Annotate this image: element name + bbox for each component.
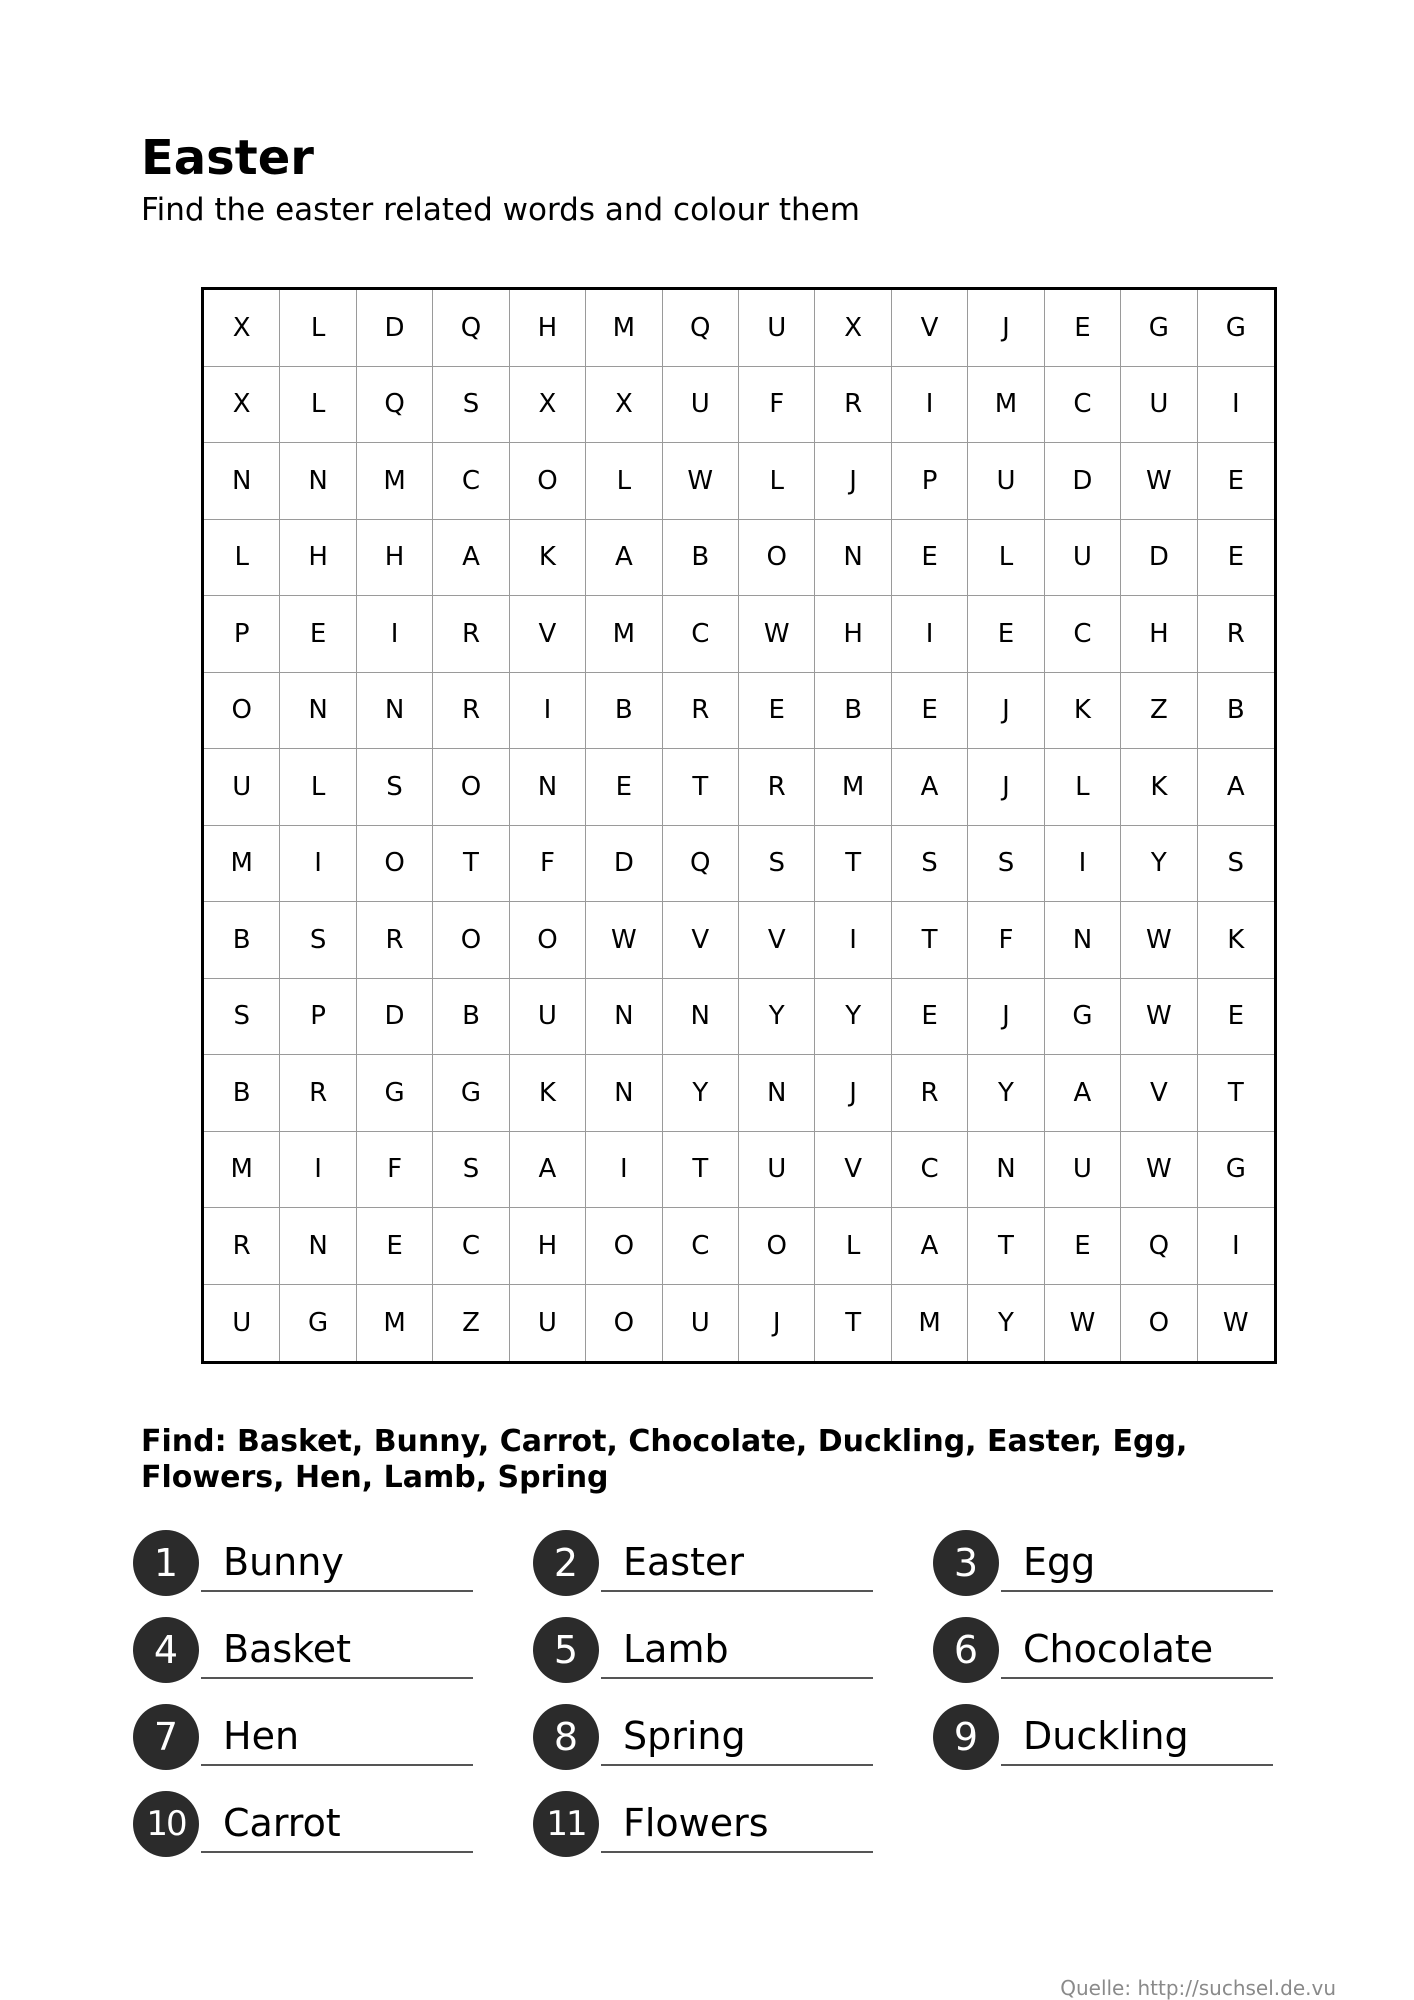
answer-item <box>533 1704 873 1770</box>
grid-cell[interactable]: R <box>204 1208 280 1285</box>
grid-cell[interactable]: J <box>739 1285 815 1362</box>
answer-number-badge: 7 <box>133 1704 199 1770</box>
grid-cell[interactable]: E <box>968 596 1044 673</box>
answer-word: Spring <box>623 1714 746 1758</box>
grid-cell[interactable]: T <box>815 826 891 903</box>
grid-cell[interactable]: S <box>357 749 433 826</box>
grid-cell[interactable]: K <box>510 1055 586 1132</box>
grid-cell[interactable]: L <box>1045 749 1121 826</box>
grid-cell[interactable]: R <box>280 1055 356 1132</box>
grid-cell[interactable]: O <box>510 443 586 520</box>
grid-cell[interactable]: S <box>1198 826 1274 903</box>
grid-cell[interactable]: E <box>1198 979 1274 1056</box>
grid-cell[interactable]: R <box>433 673 509 750</box>
grid-cell[interactable]: B <box>586 673 662 750</box>
grid-cell[interactable]: N <box>586 979 662 1056</box>
grid-cell[interactable]: A <box>510 1132 586 1209</box>
grid-cell[interactable]: P <box>892 443 968 520</box>
answer-item <box>133 1617 473 1683</box>
grid-cell[interactable]: M <box>204 826 280 903</box>
grid-cell[interactable]: O <box>739 520 815 597</box>
grid-cell[interactable]: E <box>1198 443 1274 520</box>
grid-cell[interactable]: H <box>357 520 433 597</box>
grid-cell[interactable]: K <box>1045 673 1121 750</box>
grid-cell[interactable]: U <box>1121 367 1197 444</box>
grid-cell[interactable]: O <box>204 673 280 750</box>
grid-cell[interactable]: V <box>510 596 586 673</box>
grid-cell[interactable]: S <box>280 902 356 979</box>
grid-cell[interactable]: M <box>892 1285 968 1362</box>
grid-cell[interactable]: Q <box>663 826 739 903</box>
grid-cell[interactable]: W <box>1121 443 1197 520</box>
grid-cell[interactable]: T <box>663 749 739 826</box>
grid-cell[interactable]: X <box>204 367 280 444</box>
grid-cell[interactable]: E <box>1198 520 1274 597</box>
grid-cell[interactable]: Y <box>968 1055 1044 1132</box>
grid-cell[interactable]: C <box>663 1208 739 1285</box>
grid-cell[interactable]: U <box>1045 1132 1121 1209</box>
grid-cell[interactable]: V <box>739 902 815 979</box>
grid-cell[interactable]: U <box>204 749 280 826</box>
grid-cell[interactable]: A <box>892 749 968 826</box>
answer-word: Bunny <box>223 1540 344 1584</box>
grid-cell[interactable]: R <box>815 367 891 444</box>
grid-cell[interactable]: E <box>280 596 356 673</box>
grid-cell[interactable]: I <box>357 596 433 673</box>
grid-cell[interactable]: I <box>1198 1208 1274 1285</box>
grid-cell[interactable]: I <box>892 596 968 673</box>
grid-cell[interactable]: T <box>815 1285 891 1362</box>
answer-number-badge: 11 <box>533 1791 599 1857</box>
grid-cell[interactable]: E <box>892 520 968 597</box>
grid-cell[interactable]: U <box>739 290 815 367</box>
grid-cell[interactable]: X <box>586 367 662 444</box>
answer-number-badge: 3 <box>933 1530 999 1596</box>
answer-number-badge: 8 <box>533 1704 599 1770</box>
grid-cell[interactable]: O <box>357 826 433 903</box>
grid-cell[interactable]: S <box>433 367 509 444</box>
grid-cell[interactable]: I <box>815 902 891 979</box>
grid-cell[interactable]: D <box>586 826 662 903</box>
grid-cell[interactable]: B <box>815 673 891 750</box>
grid-cell[interactable]: O <box>510 902 586 979</box>
grid-cell[interactable]: G <box>1121 290 1197 367</box>
grid-cell[interactable]: O <box>586 1285 662 1362</box>
answer-item <box>933 1704 1273 1770</box>
grid-cell[interactable]: M <box>357 1285 433 1362</box>
answer-item <box>533 1617 873 1683</box>
grid-cell[interactable]: N <box>1045 902 1121 979</box>
grid-cell[interactable]: G <box>1198 1132 1274 1209</box>
grid-cell[interactable]: T <box>968 1208 1044 1285</box>
grid-cell[interactable]: A <box>892 1208 968 1285</box>
grid-cell[interactable]: N <box>586 1055 662 1132</box>
grid-cell[interactable]: B <box>204 902 280 979</box>
grid-cell[interactable]: Y <box>968 1285 1044 1362</box>
grid-cell[interactable]: K <box>1198 902 1274 979</box>
grid-cell[interactable]: U <box>663 1285 739 1362</box>
grid-cell[interactable]: W <box>586 902 662 979</box>
answer-number-badge: 5 <box>533 1617 599 1683</box>
word-list: Find: Basket, Bunny, Carrot, Chocolate, Duckling, Easter, Egg, Flowers, Hen, Lamb, Spring <box>141 1424 1188 1495</box>
grid-cell[interactable]: F <box>739 367 815 444</box>
grid-cell[interactable]: E <box>357 1208 433 1285</box>
grid-cell[interactable]: L <box>280 749 356 826</box>
grid-cell[interactable]: T <box>1198 1055 1274 1132</box>
answer-word: Egg <box>1023 1540 1096 1584</box>
grid-cell[interactable]: P <box>280 979 356 1056</box>
grid-cell[interactable]: J <box>968 290 1044 367</box>
grid-cell[interactable]: H <box>815 596 891 673</box>
answer-word: Duckling <box>1023 1714 1189 1758</box>
grid-cell[interactable]: L <box>739 443 815 520</box>
answer-item <box>933 1617 1273 1683</box>
grid-cell[interactable]: F <box>357 1132 433 1209</box>
grid-cell[interactable]: D <box>1121 520 1197 597</box>
grid-cell[interactable]: G <box>1198 290 1274 367</box>
grid-cell[interactable]: B <box>1198 673 1274 750</box>
grid-cell[interactable]: E <box>892 673 968 750</box>
grid-cell[interactable]: M <box>357 443 433 520</box>
grid-cell[interactable]: R <box>357 902 433 979</box>
grid-cell[interactable]: L <box>204 520 280 597</box>
grid-cell[interactable]: M <box>586 290 662 367</box>
grid-cell[interactable]: U <box>968 443 1044 520</box>
grid-cell[interactable]: Q <box>663 290 739 367</box>
grid-cell[interactable]: W <box>1121 979 1197 1056</box>
grid-cell[interactable]: U <box>739 1132 815 1209</box>
answer-number-badge: 9 <box>933 1704 999 1770</box>
grid-cell[interactable]: T <box>433 826 509 903</box>
grid-cell[interactable]: C <box>892 1132 968 1209</box>
grid-cell[interactable]: I <box>892 367 968 444</box>
grid-cell[interactable]: U <box>510 979 586 1056</box>
answer-word: Flowers <box>623 1801 769 1845</box>
grid-cell[interactable]: N <box>357 673 433 750</box>
answer-number-badge: 4 <box>133 1617 199 1683</box>
grid-cell[interactable]: T <box>663 1132 739 1209</box>
grid-cell[interactable]: R <box>663 673 739 750</box>
grid-cell[interactable]: W <box>663 443 739 520</box>
answer-item <box>533 1791 873 1857</box>
answer-list <box>133 1530 1283 1870</box>
grid-cell[interactable]: R <box>739 749 815 826</box>
grid-cell[interactable]: L <box>815 1208 891 1285</box>
answer-word: Lamb <box>623 1627 729 1671</box>
grid-cell[interactable]: S <box>204 979 280 1056</box>
grid-cell[interactable]: R <box>892 1055 968 1132</box>
grid-cell[interactable]: W <box>1121 902 1197 979</box>
grid-cell[interactable]: M <box>815 749 891 826</box>
grid-cell[interactable]: R <box>433 596 509 673</box>
grid-cell[interactable]: H <box>280 520 356 597</box>
grid-cell[interactable]: Y <box>1121 826 1197 903</box>
grid-cell[interactable]: C <box>433 1208 509 1285</box>
grid-cell[interactable]: L <box>968 520 1044 597</box>
grid-cell[interactable]: U <box>510 1285 586 1362</box>
page-title: Easter <box>141 130 314 186</box>
grid-cell[interactable]: M <box>968 367 1044 444</box>
grid-cell[interactable]: J <box>968 673 1044 750</box>
grid-cell[interactable]: W <box>1222 1307 1249 1338</box>
grid-cell[interactable]: B <box>433 979 509 1056</box>
grid-cell[interactable]: V <box>663 902 739 979</box>
grid-cell[interactable]: Z <box>1121 673 1197 750</box>
grid-cell[interactable]: E <box>1045 1208 1121 1285</box>
answer-word: Chocolate <box>1023 1627 1214 1671</box>
grid-cell[interactable]: V <box>892 290 968 367</box>
grid-cell[interactable]: O <box>739 1208 815 1285</box>
grid-cell[interactable]: C <box>1045 367 1121 444</box>
grid-cell[interactable]: U <box>663 367 739 444</box>
grid-cell[interactable]: U <box>1045 520 1121 597</box>
grid-cell[interactable]: C <box>433 443 509 520</box>
answer-number-badge: 6 <box>933 1617 999 1683</box>
grid-cell[interactable]: T <box>892 902 968 979</box>
grid-cell[interactable]: L <box>280 290 356 367</box>
grid-cell[interactable]: S <box>433 1132 509 1209</box>
grid-cell[interactable]: M <box>586 596 662 673</box>
grid-cell[interactable]: N <box>280 673 356 750</box>
grid-cell[interactable]: E <box>739 673 815 750</box>
grid-cell[interactable]: O <box>586 1208 662 1285</box>
word-search-grid <box>201 287 1277 1364</box>
grid-cell[interactable]: Y <box>663 1055 739 1132</box>
grid-cell[interactable]: S <box>892 826 968 903</box>
grid-cell[interactable]: S <box>739 826 815 903</box>
grid-cell[interactable]: D <box>1045 443 1121 520</box>
grid-cell[interactable]: G <box>357 1055 433 1132</box>
grid-cell[interactable]: I <box>1198 367 1274 444</box>
grid-cell[interactable]: N <box>968 1132 1044 1209</box>
grid-cell[interactable]: I <box>1045 826 1121 903</box>
grid-cell[interactable]: B <box>663 520 739 597</box>
grid-cell[interactable]: N <box>280 443 356 520</box>
grid-cell[interactable]: P <box>204 596 280 673</box>
answer-item <box>133 1791 473 1857</box>
grid-cell[interactable]: Y <box>815 979 891 1056</box>
grid-cell[interactable]: K <box>1121 749 1197 826</box>
grid-cell[interactable]: O <box>433 902 509 979</box>
grid-cell[interactable]: N <box>663 979 739 1056</box>
grid-cell[interactable]: E <box>586 749 662 826</box>
grid-cell[interactable]: J <box>968 979 1044 1056</box>
grid-cell[interactable]: W <box>739 596 815 673</box>
grid-cell[interactable]: N <box>280 1208 356 1285</box>
grid-cell[interactable]: B <box>204 1055 280 1132</box>
grid-cell[interactable]: F <box>968 902 1044 979</box>
grid-cell[interactable]: E <box>892 979 968 1056</box>
grid-cell[interactable]: N <box>510 749 586 826</box>
grid-cell[interactable]: H <box>510 290 586 367</box>
grid-cell[interactable]: M <box>204 1132 280 1209</box>
grid-cell[interactable]: A <box>1198 749 1274 826</box>
grid-cell[interactable]: J <box>815 1055 891 1132</box>
grid-cell[interactable]: C <box>1045 596 1121 673</box>
grid-cell[interactable]: O <box>1121 1285 1197 1362</box>
grid-cell[interactable]: N <box>815 520 891 597</box>
grid-cell[interactable]: C <box>663 596 739 673</box>
answer-word: Carrot <box>223 1801 341 1845</box>
grid-cell[interactable]: D <box>357 290 433 367</box>
grid-cell[interactable]: R <box>1198 596 1274 673</box>
grid-cell[interactable]: G <box>280 1285 356 1362</box>
grid-cell[interactable]: N <box>739 1055 815 1132</box>
grid-cell[interactable]: A <box>433 520 509 597</box>
grid-cell[interactable]: A <box>586 520 662 597</box>
source-credit: Quelle: http://suchsel.de.vu <box>1060 1976 1336 2000</box>
grid-cell[interactable]: X <box>510 367 586 444</box>
answer-word: Easter <box>623 1540 744 1584</box>
grid-cell[interactable]: E <box>1045 290 1121 367</box>
grid-cell[interactable]: I <box>280 826 356 903</box>
answer-item <box>133 1530 473 1596</box>
grid-cell[interactable]: N <box>204 443 280 520</box>
grid-cell[interactable]: X <box>815 290 891 367</box>
grid-cell[interactable]: W <box>1121 1132 1197 1209</box>
answer-word: Hen <box>223 1714 300 1758</box>
grid-cell[interactable]: G <box>433 1055 509 1132</box>
grid-cell[interactable]: G <box>1045 979 1121 1056</box>
grid-cell[interactable]: V <box>1121 1055 1197 1132</box>
grid-cell[interactable]: O <box>433 749 509 826</box>
grid-cell[interactable]: I <box>586 1132 662 1209</box>
grid-cell[interactable]: X <box>204 290 280 367</box>
grid-cell[interactable]: H <box>1121 596 1197 673</box>
answer-number-badge: 2 <box>533 1530 599 1596</box>
grid-cell[interactable]: Q <box>433 290 509 367</box>
grid-cell[interactable]: Q <box>1121 1208 1197 1285</box>
grid-cell[interactable]: Z <box>433 1285 509 1362</box>
answer-number-badge: 10 <box>133 1791 199 1857</box>
answer-item <box>533 1530 873 1596</box>
grid-cell[interactable]: U <box>204 1285 280 1362</box>
grid-cell[interactable]: L <box>280 367 356 444</box>
grid-cell[interactable]: I <box>280 1132 356 1209</box>
answer-number-badge: 1 <box>133 1530 199 1596</box>
grid-cell[interactable]: Q <box>357 367 433 444</box>
grid-cell[interactable]: W <box>1045 1285 1121 1362</box>
instructions: Find the easter related words and colour them <box>141 192 860 228</box>
grid-cell[interactable]: V <box>815 1132 891 1209</box>
answer-item <box>933 1530 1273 1596</box>
grid-cell[interactable]: J <box>968 749 1044 826</box>
grid-cell[interactable]: K <box>510 520 586 597</box>
answer-word: Basket <box>223 1627 352 1671</box>
grid-cell[interactable]: D <box>357 979 433 1056</box>
grid-cell[interactable]: S <box>968 826 1044 903</box>
grid-cell[interactable]: H <box>510 1208 586 1285</box>
grid-cell[interactable]: L <box>586 443 662 520</box>
grid-cell[interactable]: A <box>1045 1055 1121 1132</box>
answer-item <box>133 1704 473 1770</box>
grid-cell[interactable]: J <box>815 443 891 520</box>
grid-cell[interactable]: I <box>510 673 586 750</box>
grid-cell[interactable]: Y <box>739 979 815 1056</box>
grid-cell[interactable]: F <box>510 826 586 903</box>
